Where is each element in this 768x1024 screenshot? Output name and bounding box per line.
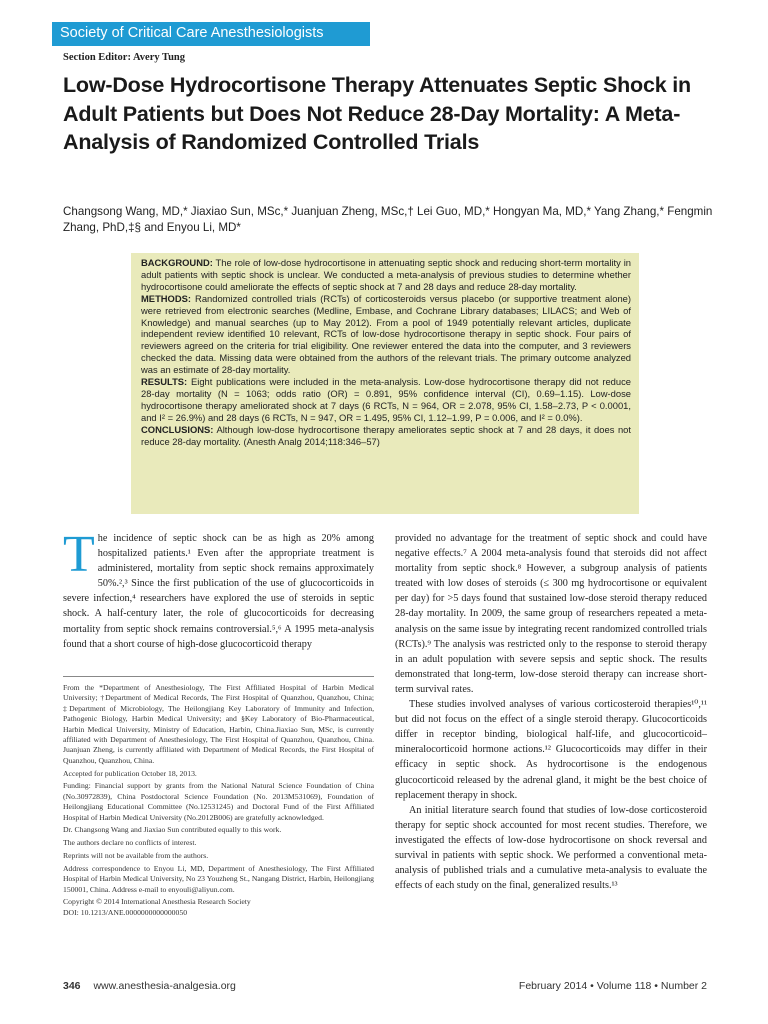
reprints-note: Reprints will not be available from the authors. — [63, 851, 209, 861]
equal-contribution-note: Dr. Changsong Wang and Jiaxiao Sun contributed equally to this work. — [63, 825, 282, 835]
methods-text: Randomized controlled trials (RCTs) of corticosteroids versus placebo (or supportive treatment alone) were retrieved from electronic searches (Medline, Embase, and Cochrane Library databases; LILACS; and Web of Knowledge) and manual searches (up to May 2012). From a pool of 1949 potentially relevant articles, duplicate independent review identified 10 relevant, RCTs of low-dose hydrocortisone therapy in septic shock. Four pairs of reviewers agreed on the criteria for trial eligibility. One reviewer entered the data into the computer, and 3 reviewers checked the data. Missing data were obtained from the authors of the relevant trials. The primary outcome analyzed was an estimate of 28-day mortality. — [141, 292, 631, 376]
body-paragraph-2: These studies involved analyses of various corticosteroid therapies¹⁰,¹¹ but did not focus on the effect of a single steroid therapy. Glucocorticoids differ in receptor binding, biological half-life, and glucocorticoid–mineralocorticoid hormone actions.¹² Glucocorticoids may differ in their efficacy in septic shock. As hydrocortisone is the endogenous glucocorticoid released by the adrenal gland, it might be the best choice of replacement therapy in shock. — [395, 699, 707, 801]
intro-text: he incidence of septic shock can be as high as 20% among hospitalized patients.¹ Even after the appropriate treatment is administered, mortality from septic shock remains approximately 50%.²,³ Since the first publication of the use of glucocorticoids in severe infection,⁴ researchers have explored the use of steroids in septic shock. A half-century later, the role of glucocorticoids for decreasing mortality from septic shock remains controversial.⁵,⁶ A 1995 meta-analysis found that a short course of high-dose glucocorticoid therapy — [63, 533, 374, 650]
body-right-column — [395, 531, 707, 893]
results-text: Eight publications were included in the meta-analysis. Low-dose hydrocortisone therapy did not reduce 28-day mortality (N = 1063; odds ratio (OR) = 0.891, 95% confidence interval (CI), 0.69–1.15). Low-dose hydrocortisone therapy ameliorated shock at 7 days (6 RCTs, N = 964, OR = 2.078, 95% CI, 1.58–2.73, P < 0.0001, and I² = 26.9%) and 28 days (6 RCTs, N = 947, OR = 1.495, 95% CI, 1.12–1.99, P = 0.006, and I² = 0.0%). — [141, 376, 631, 423]
abstract-conclusions — [141, 424, 631, 448]
page-number: 346 — [63, 980, 81, 992]
conclusions-label: CONCLUSIONS: — [141, 423, 214, 435]
methods-label: METHODS: — [141, 292, 191, 304]
background-text: The role of low-dose hydrocortisone in attenuating septic shock and reducing short-term mortality in adult patients with septic shock is unclear. We conducted a meta-analysis of previous studies to determine whether hydrocortisone could ameliorate the effects of septic shock at 7 and 28 days and reduce 28-day mortality. — [141, 257, 631, 292]
page-footer — [63, 980, 707, 996]
drop-cap: T — [63, 526, 95, 583]
affiliations-note: From the *Department of Anesthesiology, The First Affiliated Hospital of Harbin Medical University; †Department of Medical Records, The First Hospital of Quanzhou, Quanzhou, China; ‡Department of Microbiology, The Heilongjiang Key Laboratory of Immunity and Infection, Pathogenic Biology, Harbin Medical University; and §Key Laboratory of Bio-Pharmaceutical, Harbin Medical University, Ministry of Education, Harbin, China.Jiaxiao Sun, MSc, is currently affiliated with Department of Anesthesiology, The First Hospital of Quanzhou, Quanzhou, China. Juanjuan Zheng, is currently affiliated with Department of Medical Records, the First Hospital of Quanzhou, Quanzhou, China. — [63, 683, 374, 765]
abstract-background — [141, 257, 631, 293]
background-label: BACKGROUND: — [141, 257, 213, 268]
conflicts-note: The authors declare no conflicts of interest. — [63, 838, 197, 848]
body-left-column — [63, 526, 374, 652]
issue-info: February 2014 • Volume 118 • Number 2 — [518, 980, 707, 992]
footnote-divider — [63, 676, 374, 677]
section-editor: Section Editor: Avery Tung — [63, 52, 186, 63]
body-paragraph-1: provided no advantage for the treatment of septic shock and could have negative effects.⁷ A 2004 meta-analysis found that steroids did not affect mortality from septic shock.⁸ However, a subgroup analysis of patients treated with low doses of steroids (≤ 300 mg hydrocortisone or equivalent per day) for >5 days found that sustained low-dose steroid therapy reduced 28-day mortality. In 2009, the same group of researchers repeated a meta-analysis on the same issue by integrating recent randomized controlled trials (RCTs).⁹ The analysis was restricted only to the response to steroid therapy in an adult population with severe sepsis and septic shock. The results demonstrated that long-term, low-dose steroid therapy can increase short-term survival rates. — [395, 533, 707, 695]
conclusions-text: Although low-dose hydrocortisone therapy ameliorates septic shock at 7 and 28 days, it does not reduce 28-day mortality. (Anesth Analg 2014;118:346–57) — [141, 423, 631, 447]
footnotes — [63, 683, 374, 921]
author-list: Changsong Wang, MD,* Jiaxiao Sun, MSc,* Juanjuan Zheng, MSc,† Lei Guo, MD,* Hongyan Ma, MD,* Yang Zhang,* Fengmin Zhang, PhD,‡§ and Enyou Li, MD* — [63, 205, 713, 234]
article-title: Low-Dose Hydrocortisone Therapy Attenuates Septic Shock in Adult Patients but Does Not Reduce 28-Day Mortality: A Meta-Analysis of Randomized Controlled Trials — [63, 73, 691, 154]
intro-paragraph — [63, 526, 374, 652]
journal-website[interactable]: www.anesthesia-analgesia.org — [93, 980, 236, 992]
abstract-methods — [141, 293, 631, 376]
abstract-results — [141, 376, 631, 424]
doi-note: DOI: 10.1213/ANE.0000000000000050 — [63, 907, 188, 917]
correspondence-note: Address correspondence to Enyou Li, MD, Department of Anesthesiology, The First Affiliated Hospital of Harbin Medical University, No 23 Youzheng St., Nangang District, Harbin, Heilongjiang 150001, China. Address e-mail to enyouli@aliyun.com. — [63, 863, 374, 894]
results-label: RESULTS: — [141, 376, 188, 388]
copyright-note: Copyright © 2014 International Anesthesia Research Society — [63, 897, 251, 907]
body-paragraph-3: An initial literature search found that studies of low-dose corticosteroid therapy for septic shock accounted for most recent studies. Therefore, we investigated the effects of low-dose hydrocortisone on shock reversal and survival in patients with septic shock. We performed a conventional meta-analysis of published trials and a cumulative meta-analysis to evaluate the effects of each study on the final, generalized results.¹³ — [395, 804, 707, 892]
accepted-note: Accepted for publication October 18, 2013. — [63, 768, 197, 778]
abstract-box — [131, 253, 639, 514]
funding-note: Funding: Financial support by grants from the National Natural Science Foundation of China (No.30972839), China Postdoctoral Science Foundation (No. 2013M531069), Foundation of Heilongjiang Educational Committee (No.12531245) and Doctoral Fund of the First Affiliated Hospital of Harbin Medical University (No.2012B006) are gratefully acknowledged. — [63, 781, 374, 822]
society-banner: Society of Critical Care Anesthesiologists — [52, 22, 370, 46]
